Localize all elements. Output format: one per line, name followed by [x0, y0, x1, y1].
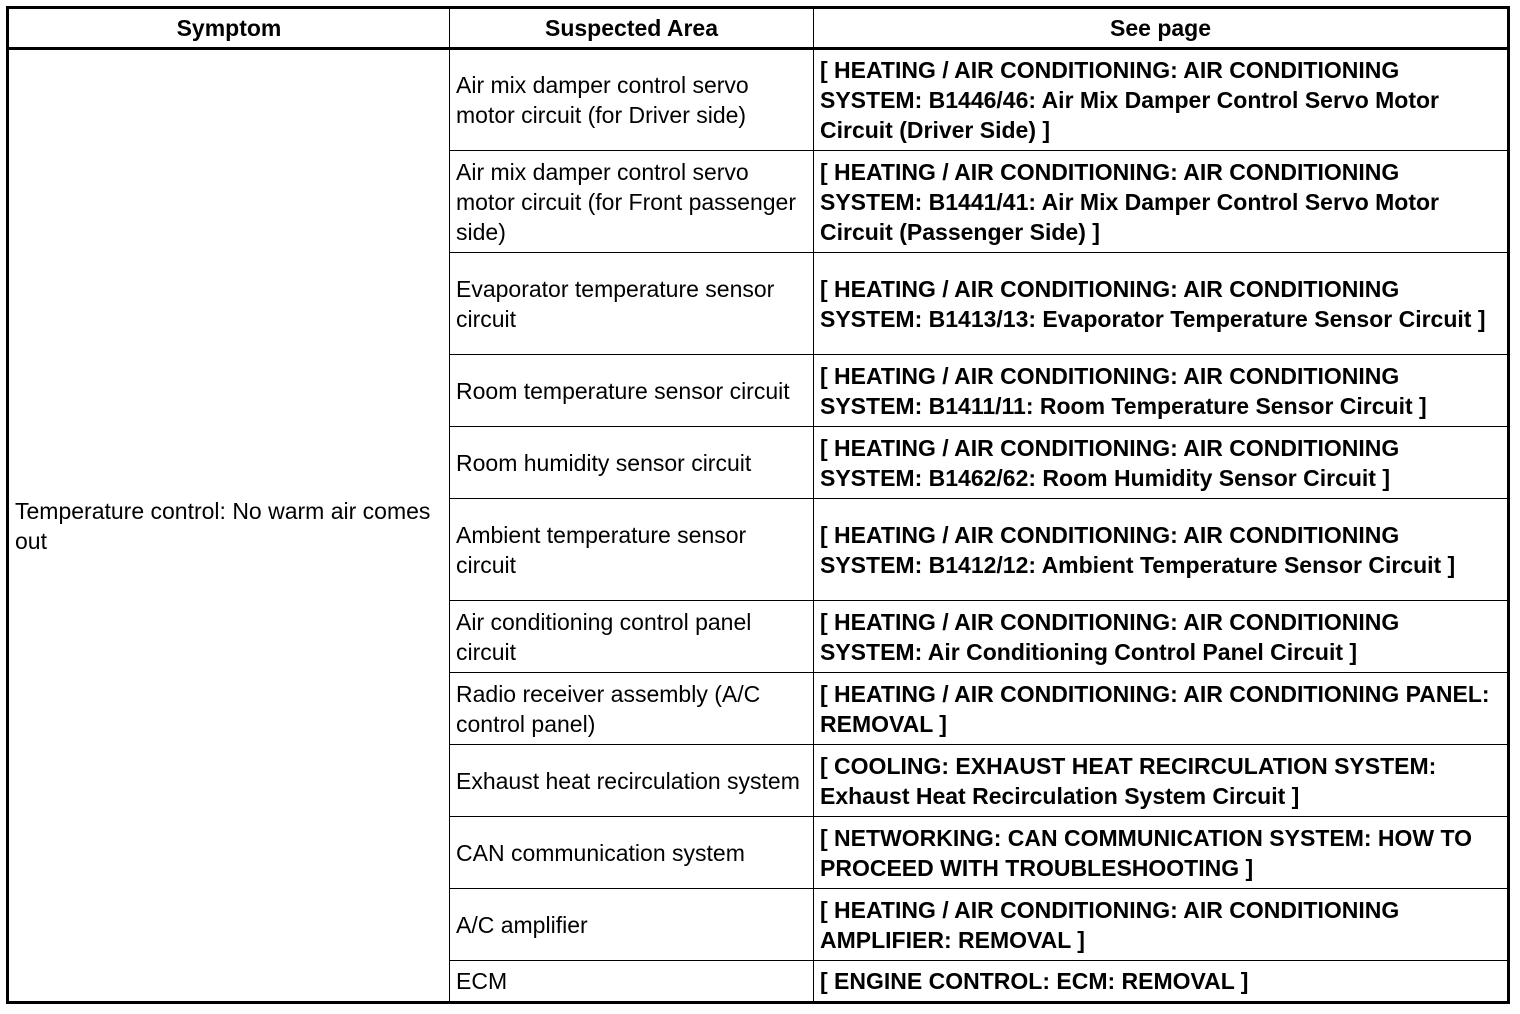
suspected-area-cell: A/C amplifier [450, 889, 814, 961]
suspected-area-cell: Room temperature sensor circuit [450, 355, 814, 427]
suspected-area-cell: Ambient temperature sensor circuit [450, 499, 814, 601]
header-symptom: Symptom [8, 8, 450, 49]
see-page-cell: [ HEATING / AIR CONDITIONING: AIR CONDITIONING SYSTEM: B1413/13: Evaporator Temperature Sensor Circuit ] [814, 253, 1509, 355]
suspected-area-cell: Air mix damper control servo motor circuit (for Driver side) [450, 49, 814, 151]
suspected-area-cell: Room humidity sensor circuit [450, 427, 814, 499]
header-see-page: See page [814, 8, 1509, 49]
see-page-cell: [ ENGINE CONTROL: ECM: REMOVAL ] [814, 961, 1509, 1003]
suspected-area-cell: CAN communication system [450, 817, 814, 889]
suspected-area-cell: Air mix damper control servo motor circuit (for Front passenger side) [450, 151, 814, 253]
symptom-cell: Temperature control: No warm air comes out [8, 49, 450, 1003]
see-page-cell: [ HEATING / AIR CONDITIONING: AIR CONDITIONING PANEL: REMOVAL ] [814, 673, 1509, 745]
suspected-area-cell: Air conditioning control panel circuit [450, 601, 814, 673]
troubleshooting-table [6, 6, 1510, 1004]
see-page-cell: [ HEATING / AIR CONDITIONING: AIR CONDITIONING AMPLIFIER: REMOVAL ] [814, 889, 1509, 961]
see-page-cell: [ HEATING / AIR CONDITIONING: AIR CONDITIONING SYSTEM: B1446/46: Air Mix Damper Control Servo Motor Circuit (Driver Side) ] [814, 49, 1509, 151]
see-page-cell: [ NETWORKING: CAN COMMUNICATION SYSTEM: HOW TO PROCEED WITH TROUBLESHOOTING ] [814, 817, 1509, 889]
suspected-area-cell: Evaporator temperature sensor circuit [450, 253, 814, 355]
see-page-cell: [ HEATING / AIR CONDITIONING: AIR CONDITIONING SYSTEM: B1441/41: Air Mix Damper Control Servo Motor Circuit (Passenger Side) ] [814, 151, 1509, 253]
header-row [8, 8, 1509, 49]
see-page-cell: [ HEATING / AIR CONDITIONING: AIR CONDITIONING SYSTEM: B1462/62: Room Humidity Sensor Circuit ] [814, 427, 1509, 499]
see-page-cell: [ HEATING / AIR CONDITIONING: AIR CONDITIONING SYSTEM: B1412/12: Ambient Temperature Sensor Circuit ] [814, 499, 1509, 601]
suspected-area-cell: Exhaust heat recirculation system [450, 745, 814, 817]
suspected-area-cell: Radio receiver assembly (A/C control panel) [450, 673, 814, 745]
see-page-cell: [ COOLING: EXHAUST HEAT RECIRCULATION SYSTEM: Exhaust Heat Recirculation System Circuit ] [814, 745, 1509, 817]
header-suspected-area: Suspected Area [450, 8, 814, 49]
see-page-cell: [ HEATING / AIR CONDITIONING: AIR CONDITIONING SYSTEM: Air Conditioning Control Panel Circuit ] [814, 601, 1509, 673]
see-page-cell: [ HEATING / AIR CONDITIONING: AIR CONDITIONING SYSTEM: B1411/11: Room Temperature Sensor Circuit ] [814, 355, 1509, 427]
suspected-area-cell: ECM [450, 961, 814, 1003]
table-row [8, 49, 1509, 151]
